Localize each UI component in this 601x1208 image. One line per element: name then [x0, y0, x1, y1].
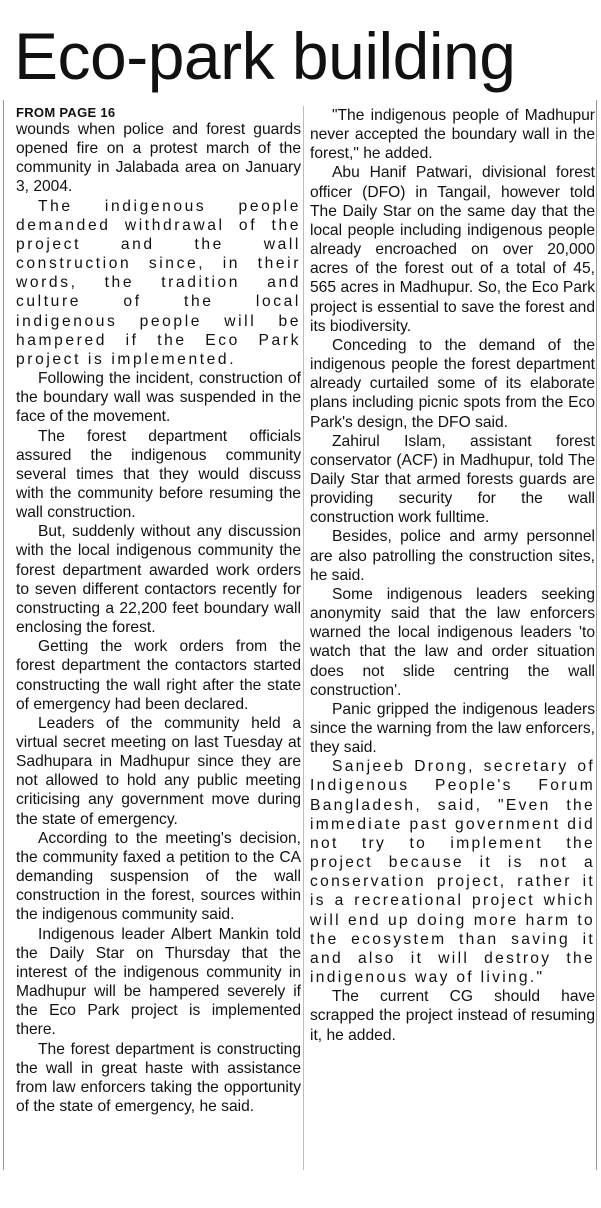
paragraph: Following the incident, construction of the boundary wall was suspended in the face of the movement.: [16, 370, 301, 426]
column-divider: [303, 106, 304, 1170]
paragraph: Zahirul Islam, assistant forest conservator (ACF) in Madhupur, told The Daily Star that armed forests guards are providing security for the wall construction work fulltime.: [310, 432, 595, 527]
left-column: [16, 106, 301, 1116]
paragraph: According to the meeting's decision, the community faxed a petition to the CA demanding suspension of the wall construction in the forest, sources within the indigenous community said.: [16, 829, 301, 924]
paragraph: Leaders of the community held a virtual secret meeting on last Tuesday at Sadhupara in Madhupur since they are not allowed to hold any public meeting criticising any government move during the state of emergency.: [16, 714, 301, 828]
paragraph: Besides, police and army personnel are also patrolling the construction sites, he said.: [310, 528, 595, 584]
paragraph: Conceding to the demand of the indigenous people the forest department already curtailed some of its elaborate plans including picnic spots from the Eco Park's design, the DFO said.: [310, 336, 595, 431]
paragraph: Panic gripped the indigenous leaders since the warning from the law enforcers, they said.: [310, 700, 595, 757]
paragraph: The forest department officials assured the indigenous community several times that they would discuss with the community before resuming the wall construction.: [16, 427, 301, 522]
paragraph: "The indigenous people of Madhupur never accepted the boundary wall in the forest," he added.: [310, 107, 595, 163]
paragraph: Some indigenous leaders seeking anonymity said that the law enforcers warned the local indigenous leaders 'to watch that the law and order situation does not slide centring the wall construction'.: [310, 585, 595, 699]
paragraph: The current CG should have scrapped the project instead of resuming it, he added.: [310, 988, 595, 1044]
paragraph: Indigenous leader Albert Mankin told the Daily Star on Thursday that the interest of the indigenous community in Madhupur will be hampered severely if the Eco Park project is implemented there.: [16, 925, 301, 1039]
right-column: [310, 106, 595, 1045]
paragraph: The indigenous people demanded withdrawal of the project and the wall construction since, in their words, the tradition and culture of the local indigenous people will be hampered if the Eco Park project is implemented.: [16, 197, 301, 368]
paragraph: Getting the work orders from the forest department the contactors started constructing the wall right after the state of emergency had been declared.: [16, 638, 301, 713]
paragraph: The forest department is constructing the wall in great haste with assistance from law enforcers taking the opportunity of the state of emergency, he said.: [16, 1040, 301, 1115]
headline: Eco-park building: [14, 19, 516, 93]
paragraph: But, suddenly without any discussion with the local indigenous community the forest department awarded work orders to seven different contactors recently for constructing a 22,200 feet boundary wall enclosing the forest.: [16, 523, 301, 637]
paragraph: Abu Hanif Patwari, divisional forest officer (DFO) in Tangail, however told The Daily Star on the same day that the local people including indigenous people already encroached on over 20,000 acres of the forest out of a total of 45, 565 acres in Madhupur. So, the Eco Park project is essential to save the forest and its biodiversity.: [310, 164, 595, 335]
paragraph: Sanjeeb Drong, secretary of Indigenous People's Forum Bangladesh, said, "Even the immediate past government did not try to implement the project because it is not a conservation project, rather it is a recreational project which will end up doing more harm to the ecosystem than saving it and also it will destroy the indigenous way of living.": [310, 758, 595, 987]
paragraph: wounds when police and forest guards opened fire on a protest march of the community in Jalabada area on January 3, 2004.: [16, 121, 301, 196]
jump-line: FROM PAGE 16: [16, 105, 116, 120]
